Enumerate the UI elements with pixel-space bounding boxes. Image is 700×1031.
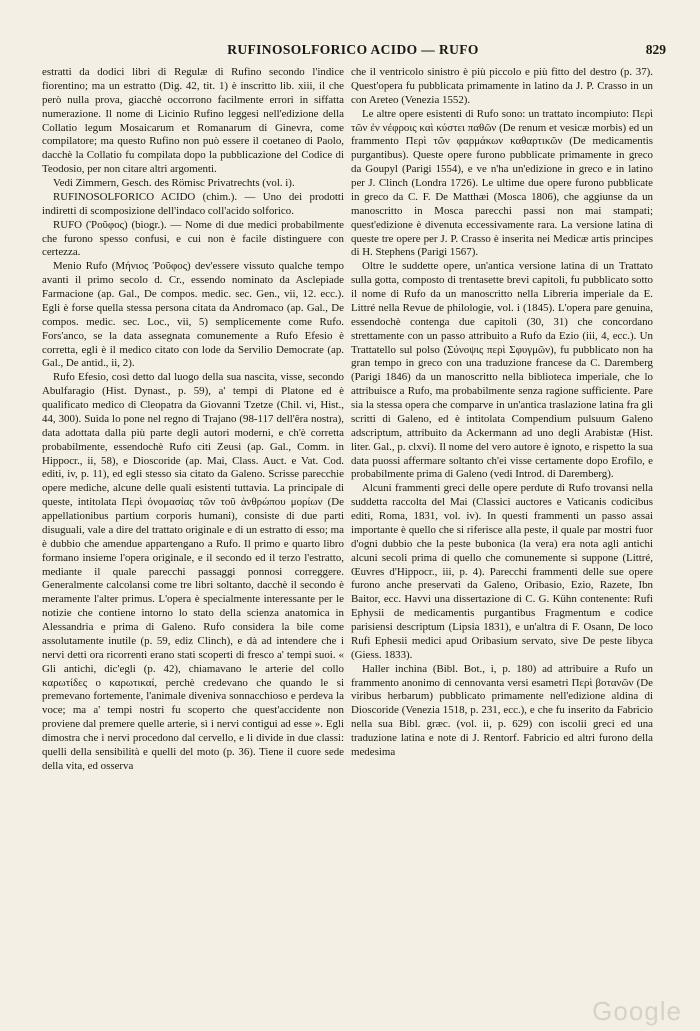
paragraph: Alcuni frammenti greci delle opere perdute di Rufo trovansi nella suddetta raccolta del Mai (Classici auctores e Vaticanis codicibus editi, Roma, 1831, vol. iv). In questi frammenti un passo assai importante è quello che si riferisce alla peste, il quale par mostri fuor d'ogni dubbio che la peste bubonica (la vera) era nota agli antichi alcuni secoli prima di quello che comunemente si suppone (Littré, Œuvres d'Hippocr., iii, p. 4). Parecchi frammenti delle sue opere furono anche preservati da Galeno, Oribasio, Ezio, Razete, Ibn Baitor, ecc. Havvi una dissertazione di C. G. Kühn contenente: Rufi Ephysii de medicamentis purgantibus Fragmentum e codice parisiensi descriptum (Lipsia 1831), e un'altra di F. Osann, De loco Rufi Ephesii medici apud Oribasium servato, sive De peste libyca (Giess. 1833).: [351, 482, 653, 661]
paragraph: estratti da dodici libri di Regulæ di Rufino secondo l'indice fiorentino; ma un estratto (Dig. 42, tit. 1) è inscritto lib. xiii, il che però nulla prova, giacchè occorrono facilmente errori in siffatta numerazione. Il nome di Licinio Rufino leggesi nell'edizione della Collatio legum Mosaicarum et Romanarum di Ginevra, come compilatore; ma questo Rufino non può essere il coetaneo di Paolo, dacchè la Collatio fu compilata dopo la pubblicazione del Codice di Teodosio, per non citare altri argomenti.: [42, 66, 344, 176]
watermark: Google: [592, 996, 682, 1026]
paragraph: Vedi Zimmern, Gesch. des Römisc Privatrechts (vol. i).: [53, 177, 295, 189]
entry-rufo: RUFO (Ῥοῦφος) (biogr.). — Nome di due medici probabilmente che furono spesso confusi, e cui non è facile distinguere con certezza.: [42, 218, 344, 259]
paragraph: Oltre le suddette opere, un'antica versione latina di un Trattato sulla gotta, composto di trentasette brevi capitoli, fu pubblicato sotto il nome di Rufo da un manoscritto nella Libreria imperiale da E. Littré nella Revue de philologie, vol. i (1845). L'opera pare genuina, essendochè contenga due capitoli (30, 31) che concordano strettamente con un passo attribuito a Rufo da Ezio (iii, 4, ecc.). Un Trattatello sul polso (Σύνοψις περὶ Σφυγμῶν), fu pubblicato non ha gran tempo in greco con una traduzione francese da C. Daremberg (Parigi 1846) da un manoscritto nella biblioteca imperiale, che lo attribuisce a Rufo, ma probabilmente senza ragione sufficiente. Pare sia la stessa opera che comparve in un'antica traslazione latina fra gli scritti di Galeno, ed è intitolata Compendium pulsuum Galeno adscriptum, attribuito da Ackermann ad uno degli Arabistæ (Hist. liter. Gal., p. clxvi). Il nome del vero autore è ignoto, e rispetto la sua data puossi affermare soltanto ch'ei visse certamente dopo Erofilo, e probabilmente prima di Galeno (vedi Introd. di Daremberg).: [351, 260, 653, 481]
right-column: [351, 66, 653, 760]
page-header: [40, 42, 666, 62]
entry-rufinosolforico-acido: RUFINOSOLFORICO ACIDO (chim.). — Uno dei prodotti indiretti di scomposizione dell'indaco coll'acido solforico.: [42, 190, 344, 217]
paragraph: Haller inchina (Bibl. Bot., i, p. 180) ad attribuire a Rufo un frammento anonimo di cennovanta versi esametri Περὶ βοτανῶν (De viribus herbarum) pubblicato primamente nell'edizione aldina di Dioscoride (Venezia 1518, p. 231, ecc.), e che fu inserito da Fabricio nella sua Bibl. græc. (vol. ii, p. 629) con iscolii greci ed una traduzione latina e note di J. Rentorf. Fabricio ed altri furono della medesima: [351, 662, 653, 758]
paragraph-menio-rufo: Menio Rufo (Μήνιος Ῥοῦφος) dev'essere vissuto qualche tempo avanti il primo secolo d. Cr., essendo nominato da Asclepiade Farmacione (ap. Gal., De compos. medic. sec. Gen., vii, 12. ecc.). Egli è forse quella stessa persona citata da Andromaco (ap. Gal., De compos. medic. sec. Loc., vii, 5) semplicemente come Rufo. Fors'anco, se la data assegnata comunemente a Rufo Efesio è corretta, egli è il medico citato con lode da Servilio Democrate (ap. Gal., De antid., ii, 2).: [42, 260, 344, 370]
paragraph: Le altre opere esistenti di Rufo sono: un trattato incompiuto: Περὶ τῶν ἐν νέφροις καὶ κύστει παθῶν (De renum et vesicæ morbis) ed un frammento Περὶ τῶν φαρμάκων καθαρτικῶν (De medicamentis purgantibus). Queste opere furono pubblicate primamente in greco da Goupyl (Parigi 1554), e ve n'ha un'edizione in greco e in latino per J. Clinch (Londra 1726). Le ultime due opere furono pubblicate in greco da C. F. De Matthæi (Mosca 1806), che aggiunse da un manoscritto in Mosca parecchi passi non mai stampati; quest'edizione è divenuta eccessivamente rara. La versione latina di queste tre opere per J. P. Crasso è inserita nei Medicæ artis principes di H. Stephens (Parigi 1567).: [351, 107, 653, 259]
running-title: RUFINOSOLFORICO ACIDO — RUFO: [227, 42, 479, 57]
paragraph-rufo-efesio: Rufo Efesio, così detto dal luogo della sua nascita, visse, secondo Abulfaragio (Hist. Dynast., p. 59), a' tempi di Platone ed è qualificato medico di Cleopatra da Giovanni Tzetze (Chil. vi, Hist., 44, 300). Suida lo pone nel regno di Trajano (98-117 dell'êra nostra), data adottata dalla più parte degli autori moderni, e ch'è corretta probabilmente, essendochè Rufo citi Zeusi (ap. Gal., Comm. in Hippocr., ii, 58), e Dioscoride (ap. Mai, Class. Auct. e Vat. Cod. editi, iv, p. 11), ed egli stesso sia citato da Galeno. Scrisse parecchie opere mediche, alcune delle quali esistenti tuttavia. La principale di queste, intitolata Περὶ ὀνομασίας τῶν τοῦ ἀνθρώπου μορίων (De appellationibus partium corporis humani), consiste di due parti disuguali, vale a dire del trattato originale e di un estratto di esso; ma è dubbio che amendue appartengano a Rufo. Il primo e quarto libro formano insieme l'opera originale, e il secondo ed il terzo l'estratto, mediante il quale parecchi passaggi ponnosi correggere. Generalmente calcolansi come tre libri soltanto, dacchè il secondo è meramente l'alter primus. L'opera è specialmente interessante per le notizie che contiene intorno lo stato della scienza anatomica in Alessandria e prima di Galeno. Rufo considera la bile come assolutamente inutile (p. 59, ediz Clinch), e dà ad intendere che i nervi detti ora ricorrenti erano stati scoperti di fresco a' tempi suoi. « Gli antichi, dic'egli (p. 42), chiamavano le arterie del collo καρωτίδες o καρωτικαί, perchè credevano che quando le si premevano fortemente, l'animale diveniva sonnacchioso e perdeva la voce; ma a' tempi nostri fu scoperto che quest'accidente non proviene dal premere quelle arterie, sì i nervi contigui ad esse ». Egli dimostra che i nervi procedono dal cervello, e li divide in due classi: quelli della sensibilità e quelli del moto (p. 36). Tiene il cuore sede della vita, ed osserva: [42, 371, 344, 772]
paragraph: che il ventricolo sinistro è più piccolo e più fitto del destro (p. 37). Quest'opera fu pubblicata primamente in latino da J. P. Crasso in un con Areteo (Venezia 1552).: [351, 66, 653, 106]
left-column: [42, 66, 344, 774]
page-number: 829: [645, 42, 666, 57]
